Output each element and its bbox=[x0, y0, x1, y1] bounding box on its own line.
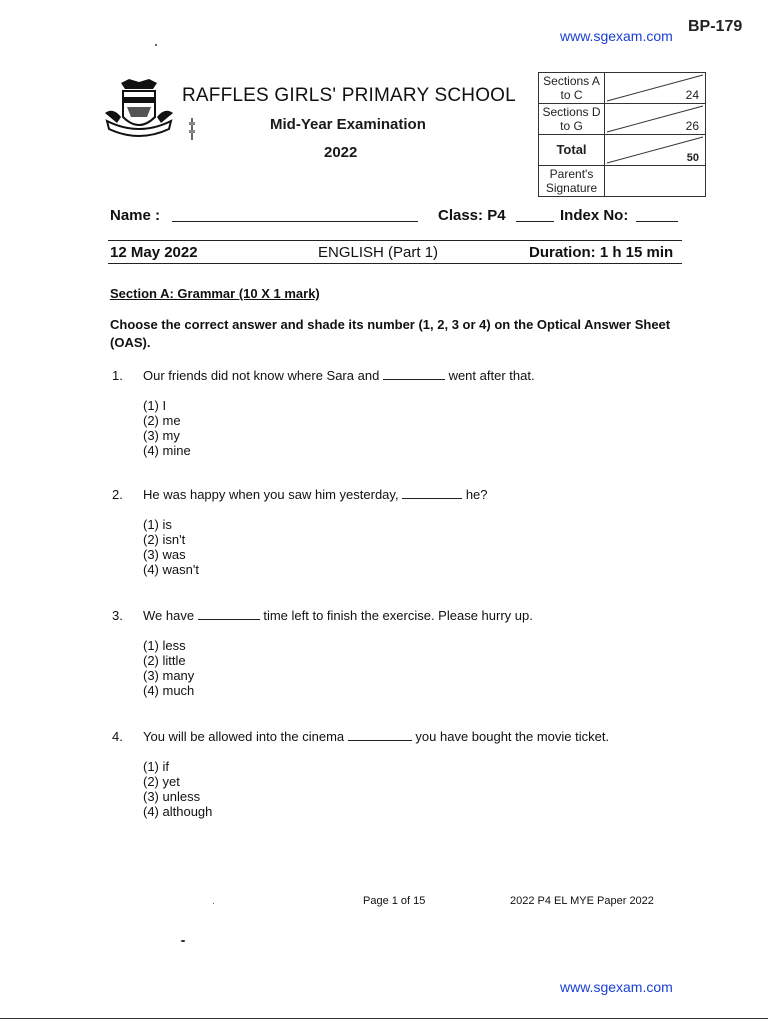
question-text-before: Our friends did not know where Sara and bbox=[143, 368, 380, 383]
option: (4) wasn't bbox=[143, 562, 199, 577]
options-list bbox=[143, 398, 191, 458]
divider bbox=[108, 263, 682, 264]
website-link-top[interactable]: www.sgexam.com bbox=[560, 28, 673, 44]
marks-value: 50 bbox=[686, 152, 699, 164]
marks-label: Sections D to G bbox=[539, 104, 605, 135]
instructions: Choose the correct answer and shade its number (1, 2, 3 or 4) on the Optical Answer Sheet (OAS). bbox=[110, 317, 671, 350]
option: (4) although bbox=[143, 804, 213, 819]
answer-blank bbox=[348, 740, 412, 741]
option: (1) I bbox=[143, 398, 167, 413]
marks-label: Parent's Signature bbox=[539, 166, 605, 197]
option: (3) unless bbox=[143, 789, 201, 804]
question-number: 4. bbox=[112, 729, 123, 744]
section-title: Section A: Grammar (10 X 1 mark) bbox=[110, 286, 320, 301]
name-field[interactable] bbox=[172, 221, 418, 222]
index-label: Index No: bbox=[560, 207, 629, 224]
marks-row bbox=[539, 104, 706, 135]
class-field[interactable] bbox=[516, 221, 554, 222]
paper-reference: 2022 P4 EL MYE Paper 2022 bbox=[510, 895, 654, 907]
website-link-bottom[interactable]: www.sgexam.com bbox=[560, 979, 673, 995]
question-number: 3. bbox=[112, 608, 123, 623]
marks-value-cell bbox=[605, 104, 706, 135]
question-text bbox=[143, 729, 609, 744]
marks-row bbox=[539, 73, 706, 104]
question-number: 1. bbox=[112, 368, 123, 383]
option: (2) yet bbox=[143, 774, 180, 789]
answer-blank bbox=[383, 379, 445, 380]
question-number: 2. bbox=[112, 487, 123, 502]
parent-signature-field[interactable] bbox=[605, 166, 706, 197]
answer-blank bbox=[198, 619, 260, 620]
question-text-before: We have bbox=[143, 608, 195, 623]
page-number: Page 1 of 15 bbox=[363, 895, 426, 907]
divider bbox=[108, 240, 682, 241]
options-list bbox=[143, 759, 212, 819]
paper-subject: ENGLISH (Part 1) bbox=[318, 244, 439, 261]
option: (4) mine bbox=[143, 443, 191, 458]
school-name: RAFFLES GIRLS' PRIMARY SCHOOL bbox=[182, 85, 516, 106]
exam-year: 2022 bbox=[324, 144, 358, 161]
answer-blank bbox=[402, 498, 462, 499]
option: (1) less bbox=[143, 638, 186, 653]
marks-label: Sections A to C bbox=[539, 73, 605, 104]
exam-date: 12 May 2022 bbox=[110, 244, 198, 261]
marks-value-cell bbox=[605, 73, 706, 104]
option: (1) if bbox=[143, 759, 169, 774]
option: (3) was bbox=[143, 547, 186, 562]
question-text bbox=[143, 487, 488, 502]
options-list bbox=[143, 517, 199, 577]
marks-row bbox=[539, 166, 706, 197]
marks-table bbox=[538, 72, 706, 197]
exam-title: Mid-Year Examination bbox=[270, 116, 426, 133]
option: (4) much bbox=[143, 683, 195, 698]
option: (3) many bbox=[143, 668, 195, 683]
index-field[interactable] bbox=[636, 221, 678, 222]
question-text-before: You will be allowed into the cinema bbox=[143, 729, 345, 744]
class-label: Class: P4 bbox=[438, 207, 506, 224]
marks-value-cell bbox=[605, 135, 706, 166]
option: (1) is bbox=[143, 517, 172, 532]
option: (2) isn't bbox=[143, 532, 186, 547]
paper-code: BP-179 bbox=[688, 18, 743, 35]
paper-duration: Duration: 1 h 15 min bbox=[529, 244, 674, 261]
marks-label: Total bbox=[539, 135, 605, 166]
option: (2) little bbox=[143, 653, 186, 668]
marks-row bbox=[539, 135, 706, 166]
scan-speck bbox=[155, 44, 157, 46]
question-text bbox=[143, 368, 535, 383]
question-text-after: time left to finish the exercise. Please hurry up. bbox=[263, 608, 533, 623]
options-list bbox=[143, 638, 194, 698]
question-text-before: He was happy when you saw him yesterday, bbox=[143, 487, 399, 502]
name-label: Name : bbox=[110, 207, 161, 224]
question-text-after: you have bought the movie ticket. bbox=[415, 729, 610, 744]
question-text bbox=[143, 608, 533, 623]
question-text-after: went after that. bbox=[448, 368, 535, 383]
marks-value: 24 bbox=[685, 88, 699, 102]
option: (2) me bbox=[143, 413, 181, 428]
scan-speck bbox=[213, 903, 214, 904]
option: (3) my bbox=[143, 428, 180, 443]
school-crest-icon bbox=[103, 77, 175, 145]
small-emblem-icon bbox=[188, 118, 196, 140]
scan-edge-line bbox=[0, 1018, 768, 1019]
scan-speck bbox=[181, 940, 185, 942]
question-text-after: he? bbox=[465, 487, 488, 502]
marks-value: 26 bbox=[685, 119, 699, 133]
